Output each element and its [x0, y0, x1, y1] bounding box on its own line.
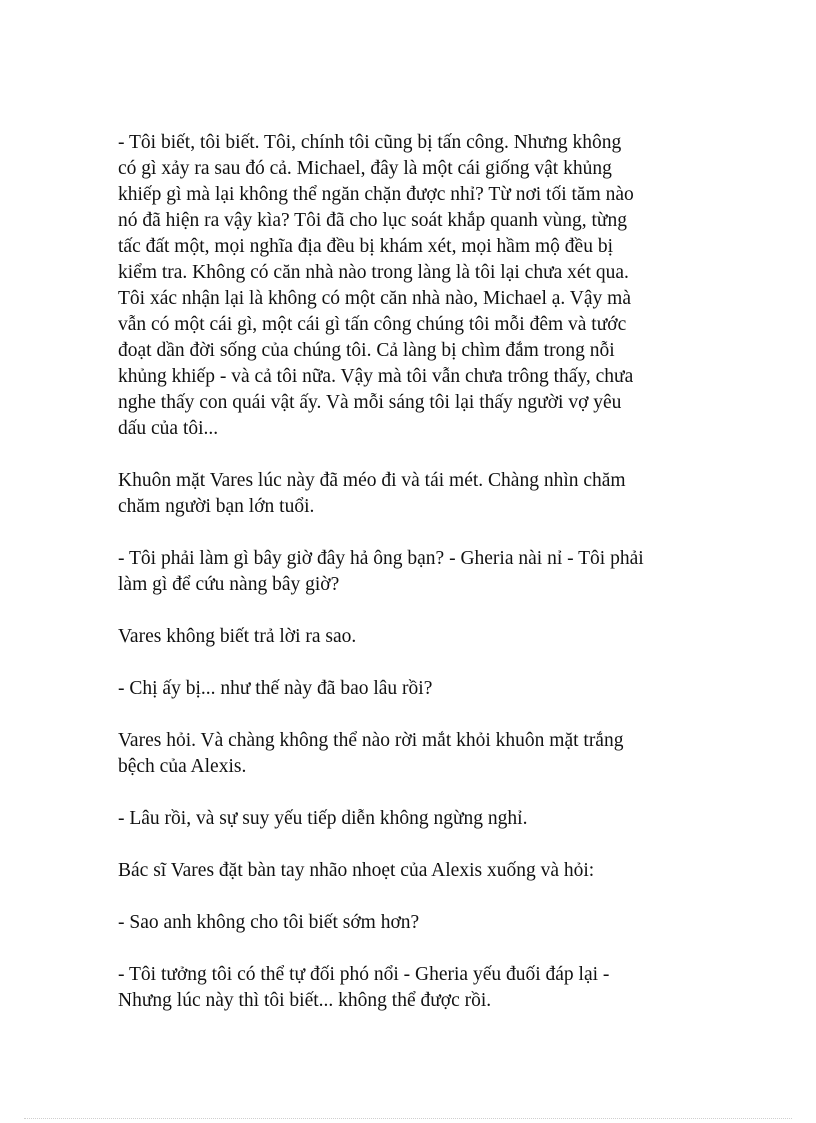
text-line: Vares hỏi. Và chàng không thể nào rời mắt khỏi khuôn mặt trắng: [118, 730, 624, 751]
text-line: - Sao anh không cho tôi biết sớm hơn?: [118, 912, 420, 933]
text-line: có gì xảy ra sau đó cả. Michael, đây là một cái giống vật khủng: [118, 158, 612, 179]
text-line: chăm người bạn lớn tuổi.: [118, 496, 315, 517]
text-line: khủng khiếp - và cả tôi nữa. Vậy mà tôi vẫn chưa trông thấy, chưa: [118, 366, 634, 387]
document-body: [118, 130, 698, 1040]
text-line: Vares không biết trả lời ra sao.: [118, 626, 357, 647]
text-line: Nhưng lúc này thì tôi biết... không thể được rồi.: [118, 990, 492, 1011]
text-line: bệch của Alexis.: [118, 756, 247, 777]
paragraph: [118, 468, 698, 520]
text-line: tấc đất một, mọi nghĩa địa đều bị khám xét, mọi hầm mộ đều bị: [118, 236, 613, 257]
text-line: dấu của tôi...: [118, 418, 219, 439]
page-bottom-divider: [24, 1118, 792, 1119]
text-line: đoạt dần đời sống của chúng tôi. Cả làng bị chìm đắm trong nỗi: [118, 340, 615, 361]
paragraph: [118, 676, 698, 702]
paragraph: [118, 130, 698, 442]
text-line: - Tôi biết, tôi biết. Tôi, chính tôi cũng bị tấn công. Nhưng không: [118, 132, 622, 153]
paragraph: [118, 806, 698, 832]
paragraph: [118, 910, 698, 936]
text-line: Bác sĩ Vares đặt bàn tay nhão nhoẹt của Alexis xuống và hỏi:: [118, 860, 595, 881]
text-line: khiếp gì mà lại không thể ngăn chặn được nhỉ? Từ nơi tối tăm nào: [118, 184, 634, 205]
paragraph: [118, 546, 698, 598]
text-line: - Tôi tưởng tôi có thể tự đối phó nổi - Gheria yếu đuối đáp lại -: [118, 964, 610, 985]
paragraph: [118, 624, 698, 650]
text-line: Khuôn mặt Vares lúc này đã méo đi và tái mét. Chàng nhìn chăm: [118, 470, 626, 491]
text-line: nó đã hiện ra vậy kìa? Tôi đã cho lục soát khắp quanh vùng, từng: [118, 210, 627, 231]
paragraph: [118, 728, 698, 780]
text-line: Tôi xác nhận lại là không có một căn nhà nào, Michael ạ. Vậy mà: [118, 288, 631, 309]
text-line: kiểm tra. Không có căn nhà nào trong làng là tôi lại chưa xét qua.: [118, 262, 629, 283]
text-line: nghe thấy con quái vật ấy. Và mỗi sáng tôi lại thấy người vợ yêu: [118, 392, 622, 413]
text-line: vẫn có một cái gì, một cái gì tấn công chúng tôi mỗi đêm và tước: [118, 314, 627, 335]
text-line: - Chị ấy bị... như thế này đã bao lâu rồi?: [118, 678, 433, 699]
text-line: - Lâu rồi, và sự suy yếu tiếp diễn không ngừng nghỉ.: [118, 808, 528, 829]
text-line: làm gì để cứu nàng bây giờ?: [118, 574, 340, 595]
paragraph: [118, 962, 698, 1014]
text-line: - Tôi phải làm gì bây giờ đây hả ông bạn? - Gheria nài nỉ - Tôi phải: [118, 548, 644, 569]
paragraph: [118, 858, 698, 884]
